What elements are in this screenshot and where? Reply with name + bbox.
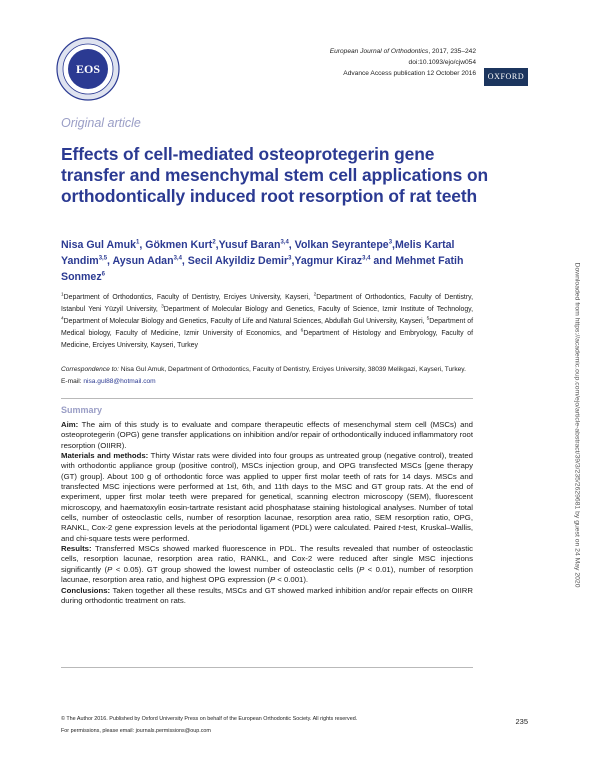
affiliation-number: 6 xyxy=(300,328,304,334)
author-name[interactable]: Secil Akyildiz Demir xyxy=(187,255,289,268)
author-separator: , xyxy=(291,255,295,268)
author-affiliation-marker: 3 xyxy=(388,239,393,246)
affiliation-text: Department of Orthodontics, Faculty of Dentistry, Istanbul Yeni Yüzyil University, xyxy=(61,294,473,313)
correspondence-label: Correspondence to: xyxy=(61,366,119,373)
author-affiliation-marker: 3,4 xyxy=(280,239,289,246)
author-name[interactable]: Nisa Gul Amuk xyxy=(61,239,136,251)
author-separator: , xyxy=(288,239,295,251)
summary-top-divider xyxy=(61,398,473,399)
article-type: Original article xyxy=(61,116,141,130)
oxford-publisher-logo: OXFORD xyxy=(484,68,528,86)
correspondence xyxy=(61,364,473,388)
author-name[interactable]: Aysun Adan xyxy=(112,255,174,268)
author-affiliation-marker: 3,4 xyxy=(362,255,371,262)
affiliation-text: Department of Histology and Embryology, Faculty of Medicine, Erciyes University, Kayseri, Turkey xyxy=(61,329,473,349)
affiliations xyxy=(61,292,473,352)
affiliation-text: Department of Orthodontics, Faculty of Dentistry, Erciyes University, Kayseri, xyxy=(63,294,314,301)
author-name[interactable]: Melis Kartal Yandim xyxy=(61,239,455,268)
methods-text: Thirty Wistar rats were divided into four groups as untreated group (negative control), treated with orthodontic appliance group (positive control), MSCs injection group, and OPG transfected MSCs [gene therapy (GT) group]. About 100 g of orthodontic force was applied to upper first molar teeth of rats for 14 days. MSCs and transfected MSC injections were performed at 1st, 6th, and 11th days to the MSC and GT group rats. At the end of experiment, upper first molar teeth were prepared for genetical, scanning electron microscopy (SEM), fluorescent microscopy, and haematoxylin eosin-tartrate resistant acid phosphatase staining histological analyses. Number of total cells, number of osteoclastic cells, number of resorption lacunae, resorption area ratio, SEM resorption ratio, OPG, RANKL, Cox-2 gene expression levels at the periodontal ligament (PDL) were calculated. Paired xyxy=(61,451,473,533)
results-p1: P xyxy=(107,564,113,574)
conclusions-text: Taken together all these results, MSCs and GT showed marked inhibition and/or repair effects on OIIRR during orthodontic treatment on rats. xyxy=(61,585,473,605)
results-p2: P xyxy=(359,564,365,574)
results-label: Results: xyxy=(61,544,92,554)
affiliation-text: Department of Medical biology, Faculty of Medicine, Izmir University of Economics, and xyxy=(61,317,473,337)
correspondence-email-link[interactable]: nisa.gul88@hotmail.com xyxy=(83,377,156,385)
author-name[interactable]: Volkan Seyrantepe xyxy=(294,239,389,251)
summary-conclusions xyxy=(61,586,473,607)
aim-text: The aim of this study is to evaluate and compare therapeutic effects of mesenchymal stem cell (MSCs) and osteoprotegerin (OPG) gene transfer applications on inhibition and/or repair of orthodontically induced inflammatory root resorption (OIIRR). xyxy=(61,420,473,450)
copyright-footer xyxy=(61,713,461,737)
doi[interactable]: doi:10.1093/ejo/cjw054 xyxy=(408,59,476,66)
download-side-note: Downloaded from https://academic.oup.com/ejo/article-abstract/39/3/235/2629681 by guest on 24 May 2020 xyxy=(573,262,581,588)
results-text-b: < 0.05). GT group showed the lowest number of osteoclastic cells ( xyxy=(112,564,360,574)
journal-name: European Journal of Orthodontics xyxy=(329,48,429,55)
results-text-c: < 0.01), number of resorption lacunae, resorption area ratio, and highest OPG expression ( xyxy=(61,564,473,585)
summary-methods xyxy=(61,451,473,544)
results-text-d: < 0.001). xyxy=(275,575,309,585)
methods-label: Materials and methods: xyxy=(61,451,149,461)
author-name[interactable]: Yusuf Baran xyxy=(218,239,281,251)
affiliation-number: 3 xyxy=(161,304,164,310)
advance-access: Advance Access publication 12 October 2016 xyxy=(343,70,476,77)
page-number: 235 xyxy=(515,717,528,726)
journal-citation: , 2017, 235–242 xyxy=(428,48,476,55)
author-name[interactable]: Yagmur Kiraz xyxy=(294,255,363,268)
results-text-a: Transferred MSCs showed marked fluorescence in PDL. The results revealed that number of osteoclastic cells, resorption lacunae, resorption area ratio, RANKL, and Cox-2 were reduced after single MSC injections significantly ( xyxy=(61,544,473,574)
author-affiliation-marker: 6 xyxy=(101,271,105,278)
summary-body xyxy=(61,420,473,606)
author-affiliation-marker: 2 xyxy=(212,239,216,246)
affiliation-text: Department of Molecular Biology and Genetics, Faculty of Science, Izmir Institute of Technology, xyxy=(163,305,474,313)
aim-label: Aim: xyxy=(61,420,79,429)
author-separator: , xyxy=(181,255,188,268)
logo-text: EOS xyxy=(75,62,101,76)
author-name[interactable]: Gökmen Kurt xyxy=(145,239,213,251)
author-affiliation-marker: 3,5 xyxy=(98,255,108,262)
permissions-text: For permissions, please email: journals.permissions@oup.com xyxy=(61,728,211,734)
conclusions-label: Conclusions: xyxy=(61,585,111,595)
author-affiliation-marker: 1 xyxy=(135,239,140,246)
author-separator: , xyxy=(215,239,219,251)
results-p3: P xyxy=(269,575,276,585)
affiliation-number: 1 xyxy=(61,292,64,298)
author-name[interactable]: Mehmet Fatih Sonmez xyxy=(61,255,464,284)
article-title: Effects of cell-mediated osteoprotegerin gene transfer and mesenchymal stem cell applications on orthodontically induced root resorption of rat teeth xyxy=(61,144,489,206)
copyright-text: © The Author 2016. Published by Oxford University Press on behalf of the European Orthodontic Society. All rights reserved. xyxy=(61,716,358,722)
affiliation-number: 5 xyxy=(426,316,430,322)
summary-results xyxy=(61,544,473,585)
eos-society-logo xyxy=(55,36,121,102)
correspondence-text: Nisa Gul Amuk, Department of Orthodontics, Faculty of Dentistry, Erciyes University, 38039 Melikgazi, Kayseri, Turkey. E-mail: xyxy=(61,366,466,385)
author-list xyxy=(61,237,481,286)
affiliation-text: Department of Molecular Biology and Genetics, Faculty of Life and Natural Sciences, Abdullah Gul University, Kayseri, xyxy=(63,317,427,325)
author-separator: and xyxy=(370,255,396,268)
methods-t-italic: t xyxy=(398,523,401,533)
journal-meta xyxy=(330,46,476,79)
author-separator: , xyxy=(139,239,146,251)
affiliation-number: 2 xyxy=(313,292,317,298)
methods-end: -test, Kruskal–Wallis, and chi-square tests were performed. xyxy=(61,523,474,543)
summary-aim xyxy=(61,420,473,451)
summary-bottom-divider xyxy=(61,667,473,668)
author-separator: , xyxy=(392,239,395,251)
author-separator: , xyxy=(107,255,113,268)
author-affiliation-marker: 3 xyxy=(288,255,292,262)
summary-heading: Summary xyxy=(61,405,103,415)
author-affiliation-marker: 3,4 xyxy=(173,255,182,262)
affiliation-number: 4 xyxy=(61,316,64,322)
